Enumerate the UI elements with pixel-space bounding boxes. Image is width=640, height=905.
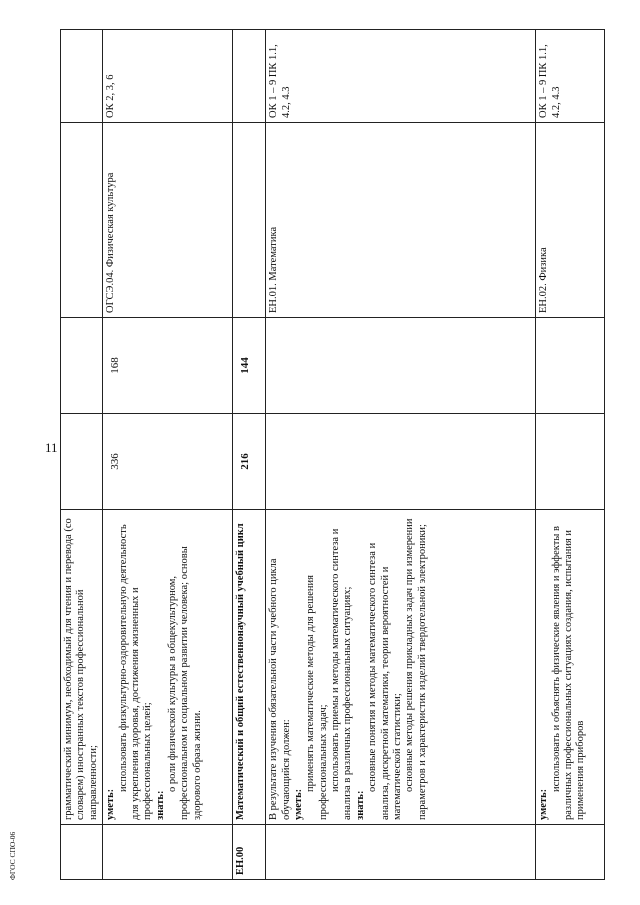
znat-item: основные методы решения прикладных задач при измерении параметров и характеристик изделий твердотельной электроники; — [404, 518, 428, 820]
footer-label: ФГОС СПО-06 — [8, 831, 17, 880]
description-cell — [266, 510, 536, 825]
competencies-cell: ОК 2, 3, 6 — [103, 30, 233, 123]
hours-required-cell: 144 — [233, 318, 266, 414]
discipline-cell: ОГСЭ.04. Физическая культура — [103, 123, 233, 318]
hours-required-cell — [266, 318, 536, 414]
hours-max-cell: 216 — [233, 414, 266, 510]
znat-text: о роли физической культуры в общекультурном, профессиональном и социальном развитии человека; основы здорового образа жизни. — [167, 546, 203, 820]
umet-label: уметь: — [105, 788, 117, 820]
table-row — [61, 30, 103, 880]
table-row — [266, 30, 536, 880]
competencies-cell: ОК 1 – 9 ПК 1.1, 4.2, 4.3 — [536, 30, 605, 123]
discipline-cell — [61, 123, 103, 318]
discipline-cell: ЕН.01. Математика — [266, 123, 536, 318]
description-cell — [536, 510, 605, 825]
umet-text: использовать и объяснять физические явления и эффекты в различных профессиональных ситуациях создания, испытания и применения приборов — [550, 526, 587, 820]
umet-text: использовать физкультурно-оздоровительную деятельность для укрепления здоровья, достижения жизненных и профессиональных целей; — [117, 524, 154, 820]
hours-max-cell — [266, 414, 536, 510]
code-cell — [266, 825, 536, 880]
curriculum-table — [60, 29, 605, 880]
umet-label: уметь: — [292, 788, 304, 820]
znat-label: знать: — [354, 790, 366, 820]
code-cell — [103, 825, 233, 880]
section-title: Математический и общий естественнонаучный учебный цикл — [233, 510, 266, 825]
hours-max-cell — [536, 414, 605, 510]
znat-item: основные понятия и методы математического синтеза и анализа, дискретной математики, теории вероятностей и математической статистики; — [367, 542, 403, 820]
grammar-text: грамматический минимум, необходимый для чтения и перевода (со словарем) иностранных текстов профессиональной направленности; — [63, 518, 99, 820]
znat-label: знать: — [154, 790, 166, 820]
intro-text: В результате изучения обязательной части учебного цикла обучающийся должен: — [268, 558, 292, 820]
hours-max-cell: 336 — [103, 414, 233, 510]
code-cell — [61, 825, 103, 880]
discipline-cell: ЕН.02. Физика — [536, 123, 605, 318]
table-row — [536, 30, 605, 880]
page-number: 11 — [45, 440, 58, 455]
umet-label: уметь: — [538, 788, 550, 820]
hours-required-cell — [61, 318, 103, 414]
description-cell — [103, 510, 233, 825]
discipline-cell — [233, 123, 266, 318]
umet-item: применять математические методы для решения профессиональных задач; — [305, 575, 329, 820]
umet-item: использовать приемы и методы математического синтеза и анализа в различных профессиональных ситуациях; — [330, 528, 354, 820]
section-code: ЕН.00 — [233, 825, 266, 880]
table-row — [233, 30, 266, 880]
competencies-cell — [233, 30, 266, 123]
competencies-cell — [61, 30, 103, 123]
description-cell — [61, 510, 103, 825]
hours-required-cell: 168 — [103, 318, 233, 414]
code-cell — [536, 825, 605, 880]
hours-required-cell — [536, 318, 605, 414]
hours-max-cell — [61, 414, 103, 510]
competencies-cell: ОК 1 – 9 ПК 1.1, 4.2, 4.3 — [266, 30, 536, 123]
table-row — [103, 30, 233, 880]
rotated-table-container — [60, 30, 600, 880]
